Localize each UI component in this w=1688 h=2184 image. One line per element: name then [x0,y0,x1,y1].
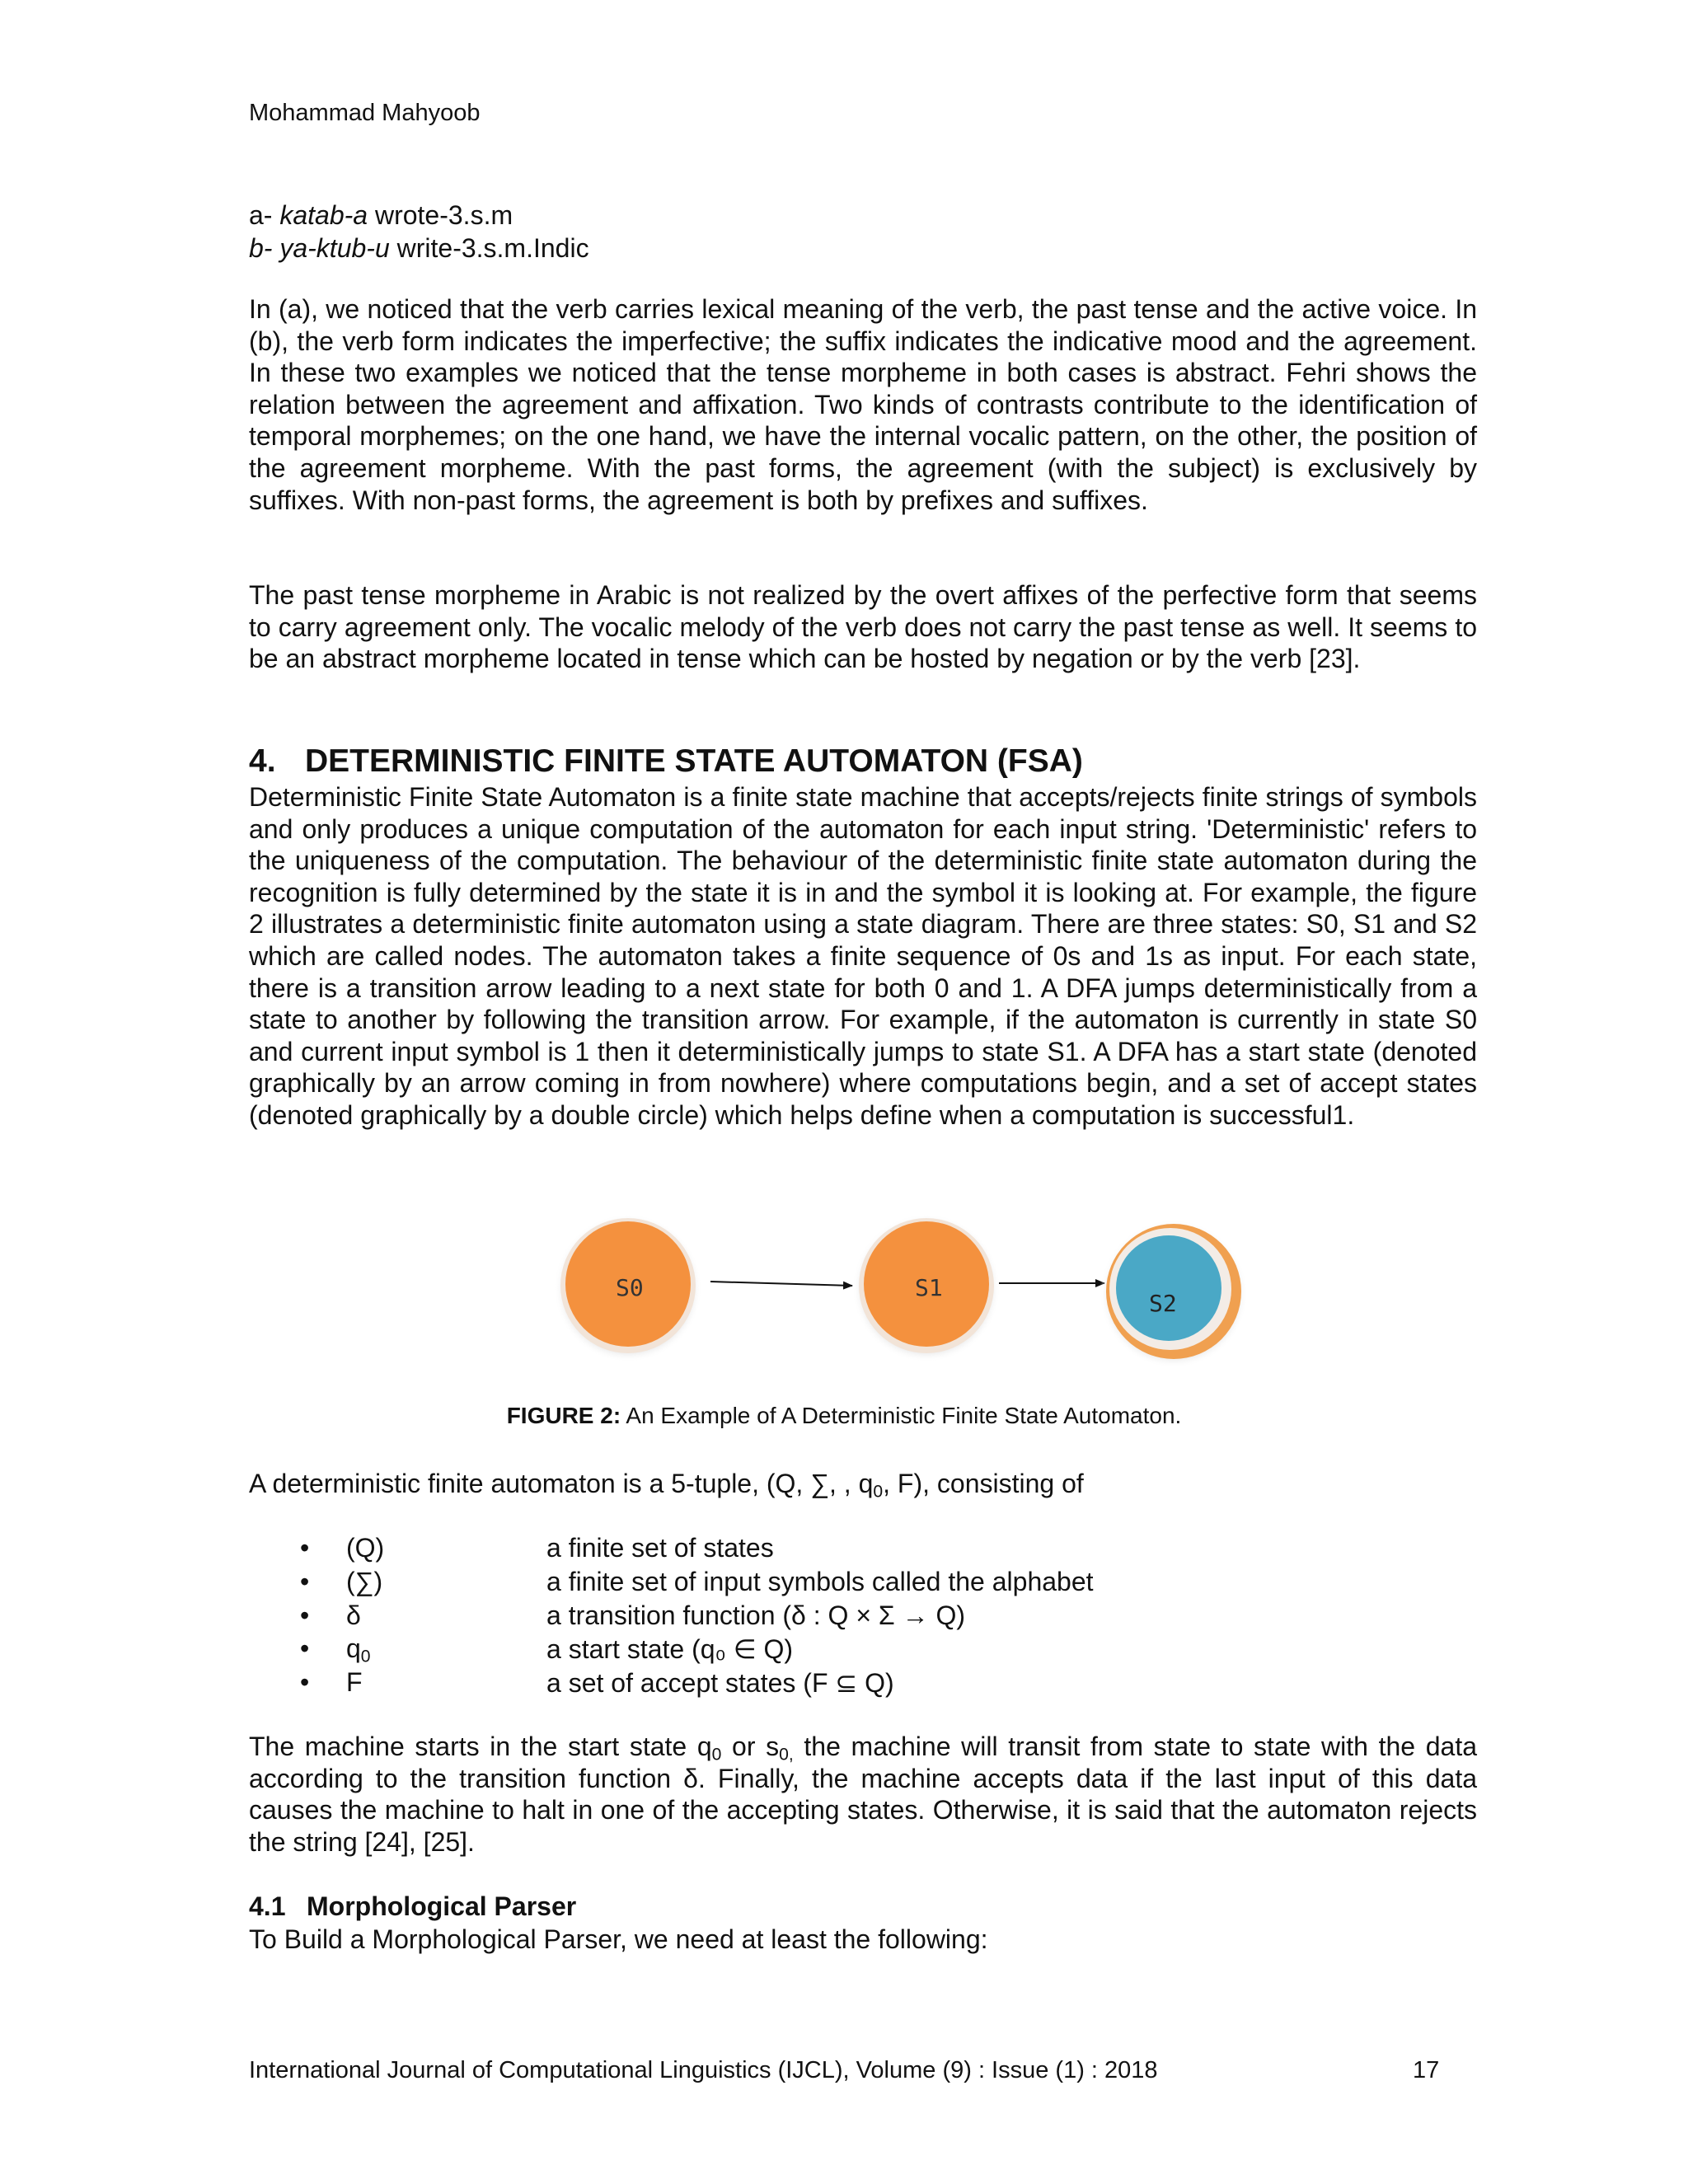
example-label: b- [249,233,280,263]
symbol-text: F [346,1667,363,1698]
section-number: 4. [249,743,276,779]
example-gloss: wrote-3.s.m [368,200,513,230]
bullet-icon: • [300,1667,310,1698]
dfa-state-diagram [554,1203,1263,1376]
list-description: a start state (q₀ ∈ Q) [546,1634,794,1665]
paragraph-dfa-description: Deterministic Finite State Automaton is a finite state machine that accepts/rejects finite strings of symbols and only produces a unique computation of the automaton for each input string. 'Deterministic' refers to the uniqueness of the computation. The behaviour of the deterministic finite state automaton during the recognition is fully determined by the state it is in and the symbol it is looking at. For example, the figure 2 illustrates a deterministic finite automaton using a state diagram. There are three states: S0, S1 and S2 which are called nodes. The automaton takes a finite sequence of 0s and 1s as input. For each state, there is a transition arrow leading to a next state for both 0 and 1. A DFA jumps deterministically from a state to another by following the transition arrow. For example, if the automaton is currently in state S0 and current input symbol is 1 then it deterministically jumps to state S1. A DFA has a start state (denoted graphically by an arrow coming in from nowhere) where computations begin, and a set of accept states (denoted graphically by a double circle) which helps define when a computation is successful1. [249,782,1477,1130]
figure-caption [0,1403,1688,1429]
text-run: the machine will transit from state to state with the data according to the transition function δ. Finally, the machine accepts data if the last input of this data causes the machine to halt in one of the accepting states. Otherwise, it is said that the automaton rejects the string [24], [25]. [249,1732,1478,1857]
state-label: S1 [915,1274,943,1301]
list-symbol [346,1633,371,1664]
section-4-1-heading [249,1891,576,1922]
caption-text: An Example of A Deterministic Finite State Automaton. [621,1403,1182,1428]
subscript: 0 [873,1482,884,1502]
state-s1 [852,1214,1001,1362]
list-description: a set of accept states (F ⊆ Q) [546,1668,894,1699]
state-label: S0 [616,1274,644,1301]
tuple-intro-text: , F), consisting of [883,1469,1084,1498]
list-description: a finite set of states [546,1533,774,1563]
bullet-icon: • [300,1566,310,1596]
state-s0 [554,1214,702,1362]
section-title: DETERMINISTIC FINITE STATE AUTOMATON (FSA) [305,743,1083,779]
list-symbol [346,1567,382,1597]
list-symbol [346,1667,363,1698]
list-symbol [346,1601,361,1631]
journal-footer: International Journal of Computational Linguistics (IJCL), Volume (9) : Issue (1) : 2018 [249,2057,1158,2083]
paragraph-parser-intro: To Build a Morphological Parser, we need at least the following: [249,1924,988,1954]
transition-arrow [710,1282,852,1286]
state-s2-accept [1100,1220,1248,1368]
list-description: a finite set of input symbols called the alphabet [546,1566,1094,1596]
caption-label: FIGURE 2: [506,1403,621,1428]
paragraph-tense-examples: In (a), we noticed that the verb carries lexical meaning of the verb, the past tense and the active voice. In (b), the verb form indicates the imperfective; the suffix indicates the indicative mood and the agreement. In these two examples we noticed that the tense morpheme in both cases is abstract. Fehri shows the relation between the agreement and affixation. Two kinds of contrasts contribute to the identification of temporal morphemes; on the one hand, we have the internal vocalic pattern, on the other, the position of the agreement morpheme. With the past forms, the agreement (with the subject) is exclusively by suffixes. With non-past forms, the agreement is both by prefixes and suffixes. [249,294,1477,515]
paragraph-past-tense: The past tense morpheme in Arabic is not realized by the overt affixes of the perfective form that seems to carry agreement only. The vocalic melody of the verb does not carry the past tense as well. It seems to be an abstract morpheme located in tense which can be hosted by negation or by the verb [23]. [249,580,1477,674]
paragraph-machine-operation [249,1731,1477,1858]
subscript: 0, [779,1745,794,1765]
example-label: a- [249,200,280,230]
list-description: a transition function (δ : Q × Σ → Q) [546,1600,965,1630]
bullet-icon: • [300,1600,310,1630]
bullet-icon: • [300,1633,310,1664]
example-b [249,232,589,265]
example-a [249,199,513,232]
symbol-text: (∑) [346,1566,383,1596]
text-run: The machine starts in the start state q [249,1732,712,1761]
text-run: or s [721,1732,780,1761]
subscript: 0 [711,1745,722,1765]
list-symbol [346,1533,384,1563]
state-label: S2 [1149,1290,1177,1317]
section-title: Morphological Parser [307,1891,577,1921]
subscript: 0 [360,1647,371,1666]
section-number: 4.1 [249,1891,286,1921]
symbol-text: (Q) [346,1533,385,1563]
bullet-icon: • [300,1533,310,1563]
running-header: Mohammad Mahyoob [249,100,481,126]
tuple-intro-text: A deterministic finite automaton is a 5-tuple, (Q, ∑, , q [249,1469,874,1498]
section-4-heading [249,743,1083,780]
symbol-text: q [346,1633,361,1664]
tuple-intro [249,1469,1084,1502]
example-gloss: write-3.s.m.Indic [389,233,589,263]
symbol-text: δ [346,1600,361,1630]
page-number: 17 [1413,2057,1440,2083]
example-form: ya-ktub-u [279,233,390,263]
example-form: katab-a [279,200,368,230]
